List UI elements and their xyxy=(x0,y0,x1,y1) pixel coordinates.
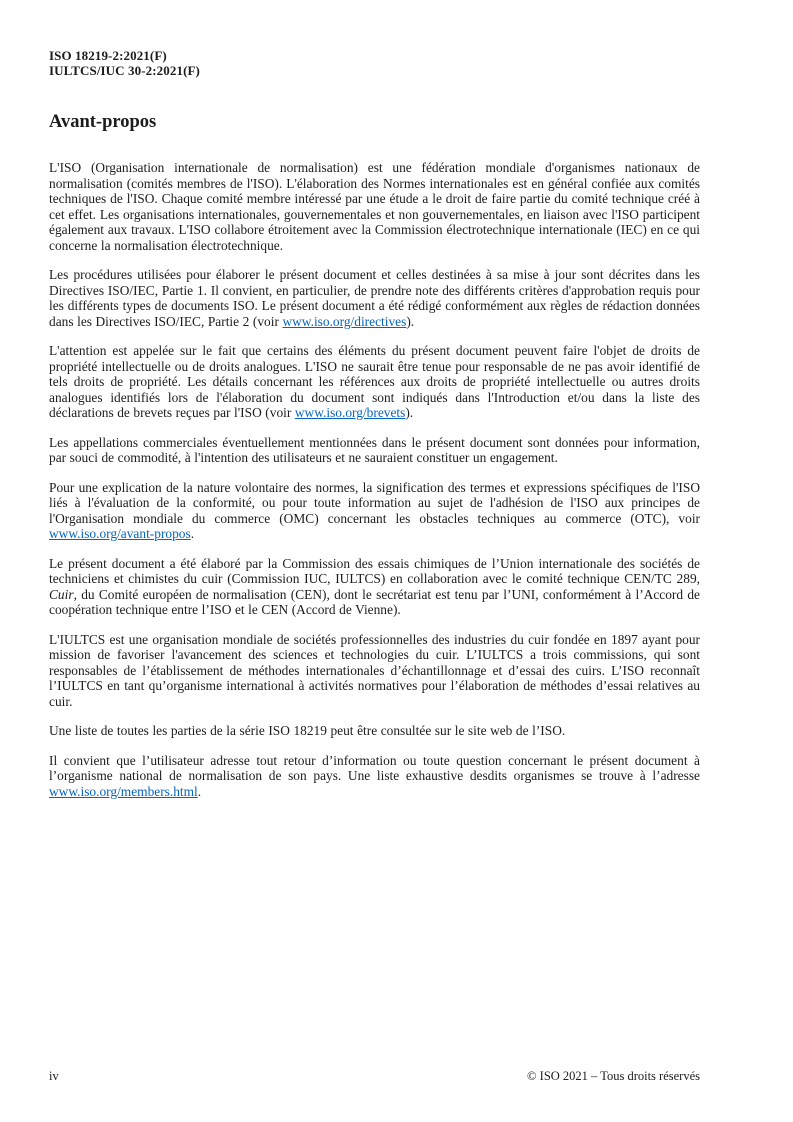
paragraph-4 xyxy=(49,435,700,466)
page-title: Avant-propos xyxy=(49,112,157,132)
link-iso-directives[interactable]: www.iso.org/directives xyxy=(282,313,407,329)
link-iso-brevets[interactable]: www.iso.org/brevets xyxy=(294,405,406,420)
copyright-notice: © ISO 2021 – Tous droits réservés xyxy=(527,1069,700,1083)
text-run: L'IULTCS est une organisation mondiale de sociétés professionnelles des industries du cuir fondée en 1897 ayant pour mission de favoriser l'avancement des sciences et technologies du cuir. L’IULTCS a trois commissions, qui sont responsables de l’établissement de méthodes internationales d’échantillonnage et d’essai des cuirs. L’ISO reconnaît l’IULTCS en tant qu’organisme international à activités normatives pour l’élaboration de méthodes d’essai relatives au cuir. xyxy=(49,631,700,709)
paragraph-3 xyxy=(49,343,700,421)
text-run: Une liste de toutes les parties de la série ISO 18219 peut être consultée sur le site web de l’ISO. xyxy=(49,723,566,738)
paragraph-7 xyxy=(49,632,700,710)
paragraph-1 xyxy=(49,160,700,253)
text-run: Il convient que l’utilisateur adresse tout retour d’information ou toute question concernant le présent document à l’organisme national de normalisation de son pays. Une liste exhaustive desdits organismes se trouve à l’adresse xyxy=(49,752,700,783)
header-reference-iso: ISO 18219-2:2021(F) xyxy=(49,48,167,63)
text-run: Les appellations commerciales éventuellement mentionnées dans le présent document sont données pour information, par souci de commodité, à l'intention des utilisateurs et ne sauraient constituer un engagement. xyxy=(49,434,700,465)
text-run: , du Comité européen de normalisation (CEN), dont le secrétariat est tenu par l’UNI, conformément à l’Accord de coopération technique entre l’ISO et le CEN (Accord de Vienne). xyxy=(49,586,700,617)
page-footer xyxy=(49,1069,700,1084)
text-run: . xyxy=(190,526,195,541)
paragraph-2 xyxy=(49,267,700,329)
italic-text-run: Cuir xyxy=(49,586,74,602)
link-iso-members[interactable]: www.iso.org/members.html xyxy=(49,783,198,799)
header-reference-iultcs: IULTCS/IUC 30-2:2021(F) xyxy=(49,63,200,78)
text-run: Le présent document a été élaboré par la Commission des essais chimiques de l’Union internationale des sociétés de techniciens et chimistes du cuir (Commission IUC, IULTCS) en collaboration avec le comité technique CEN/TC 289, xyxy=(49,555,700,586)
text-run: L'ISO (Organisation internationale de normalisation) est une fédération mondiale d'organismes nationaux de normalisation (comités membres de l'ISO). L'élaboration des Normes internationales est en général confiée aux comités techniques de l'ISO. Chaque comité membre intéressé par une étude a le droit de faire partie du comité technique créé à cet effet. Les organisations internationales, gouvernementales et non gouvernementales, en liaison avec l'ISO participent également aux travaux. L'ISO collabore étroitement avec la Commission électrotechnique internationale (IEC) en ce qui concerne la normalisation électrotechnique. xyxy=(49,160,700,253)
text-run: . xyxy=(197,783,202,799)
page-number: iv xyxy=(49,1069,59,1083)
text-run: ). xyxy=(405,405,414,420)
foreword-body xyxy=(49,160,700,799)
text-run: ). xyxy=(406,313,415,329)
paragraph-9 xyxy=(49,753,700,800)
page-content xyxy=(49,48,700,813)
paragraph-8 xyxy=(49,723,700,739)
link-iso-avant-propos[interactable]: www.iso.org/avant-propos xyxy=(49,526,191,541)
text-run: Pour une explication de la nature volontaire des normes, la signification des termes et expressions spécifiques de l'ISO liés à l'évaluation de la conformité, ou pour toute information au sujet de l'adhésion de l'ISO aux principes de l'Organisation mondiale du commerce (OMC) concernant les obstacles techniques au commerce (OTC), voir xyxy=(49,479,700,526)
document-header xyxy=(49,48,700,78)
paragraph-5 xyxy=(49,480,700,542)
text-run: Les procédures utilisées pour élaborer le présent document et celles destinées à sa mise à jour sont décrites dans les Directives ISO/IEC, Partie 1. Il convient, en particulier, de prendre note des différents critères d'approbation requis pour les différents types de documents ISO. Le présent document a été rédigé conformément aux règles de rédaction données dans les Directives ISO/IEC, Partie 2 (voir xyxy=(49,267,700,329)
paragraph-6 xyxy=(49,556,700,618)
text-run: L'attention est appelée sur le fait que certains des éléments du présent document peuvent faire l'objet de droits de propriété intellectuelle ou de droits analogues. L'ISO ne saurait être tenue pour responsable de ne pas avoir identifié de tels droits de propriété. Les détails concernant les références aux droits de propriété intellectuelle ou autres droits analogues identifiés lors de l'élaboration du document sont indiqués dans l'Introduction et/ou dans la liste des déclarations de brevets reçues par l'ISO (voir xyxy=(49,343,700,420)
